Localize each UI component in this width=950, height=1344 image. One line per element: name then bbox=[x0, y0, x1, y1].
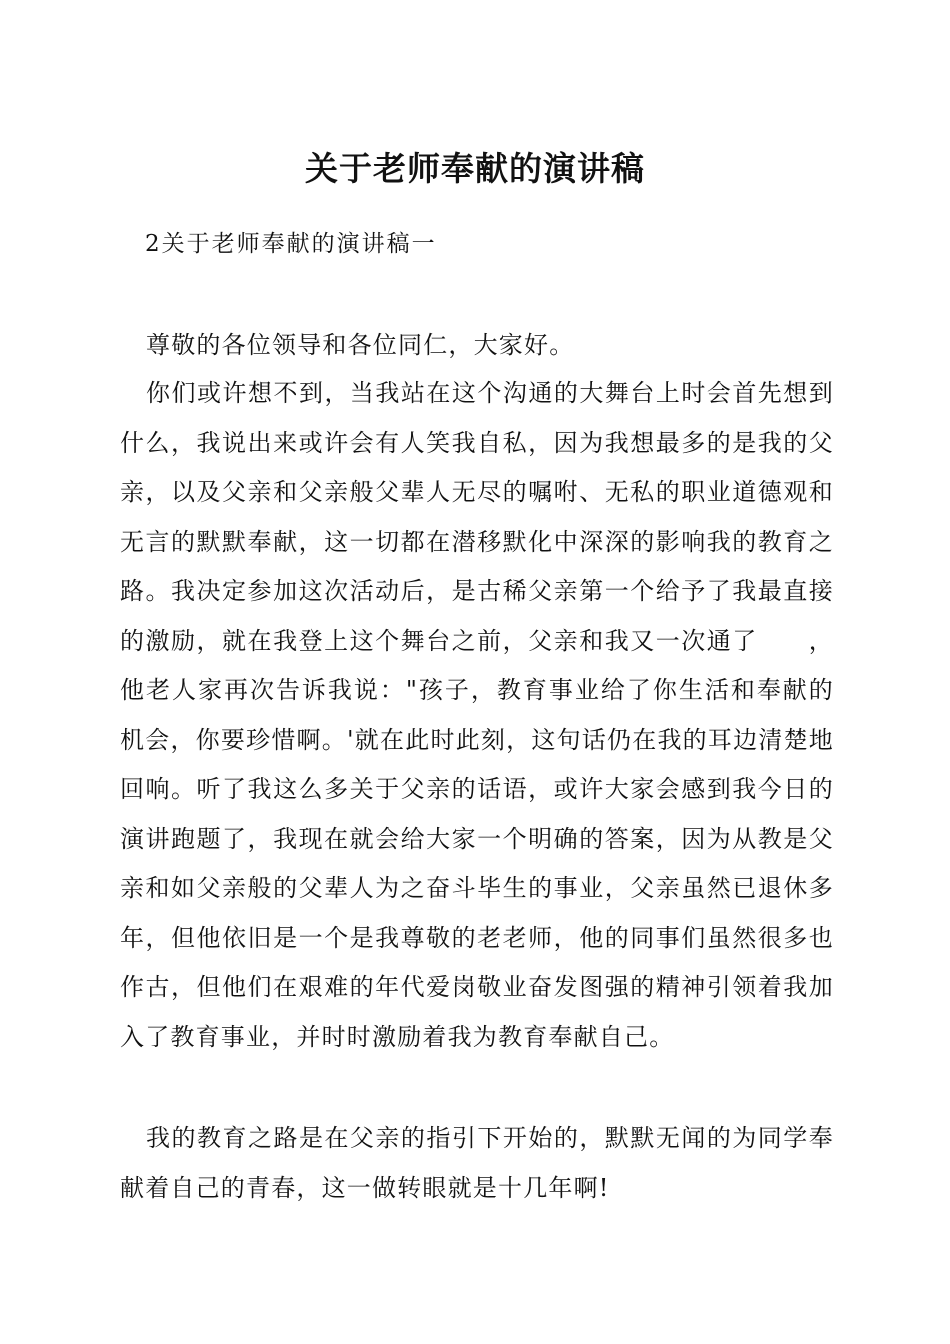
paragraph-father: 你们或许想不到，当我站在这个沟通的大舞台上时会首先想到什么，我说出来或许会有人笑我自私，因为我想最多的是我的父亲，以及父亲和父亲般父辈人无尽的嘱咐、无私的职业道德观和无言的默默奉献，这一切都在潜移默化中深深的影响我的教育之路。我决定参加这次活动后，是古稀父亲第一个给予了我最直接的激励，就在我登上这个舞台之前，父亲和我又一次通了 ，他老人家再次告诉我说："孩子，教育事业给了你生活和奉献的机会，你要珍惜啊。'就在此时此刻，这句话仍在我的耳边清楚地回响。听了我这么多关于父亲的话语，或许大家会感到我今日的演讲跑题了，我现在就会给大家一个明确的答案，因为从教是父亲和如父亲般的父辈人为之奋斗毕生的事业，父亲虽然已退休多年，但他依旧是一个是我尊敬的老老师，他的同事们虽然很多也作古，但他们在艰难的年代爱岗敬业奋发图强的精神引领着我加入了教育事业，并时时激励着我为教育奉献自己。 bbox=[120, 379, 834, 1051]
paragraph-greeting: 尊敬的各位领导和各位同仁，大家好。 bbox=[146, 331, 575, 359]
paragraph-teaching-path: 我的教育之路是在父亲的指引下开始的，默默无闻的为同学奉献着自己的青春，这一做转眼就是十几年啊! bbox=[120, 1124, 834, 1202]
document-title: 关于老师奉献的演讲稿 bbox=[305, 149, 645, 188]
document-subtitle: 2关于老师奉献的演讲稿一 bbox=[145, 231, 437, 257]
